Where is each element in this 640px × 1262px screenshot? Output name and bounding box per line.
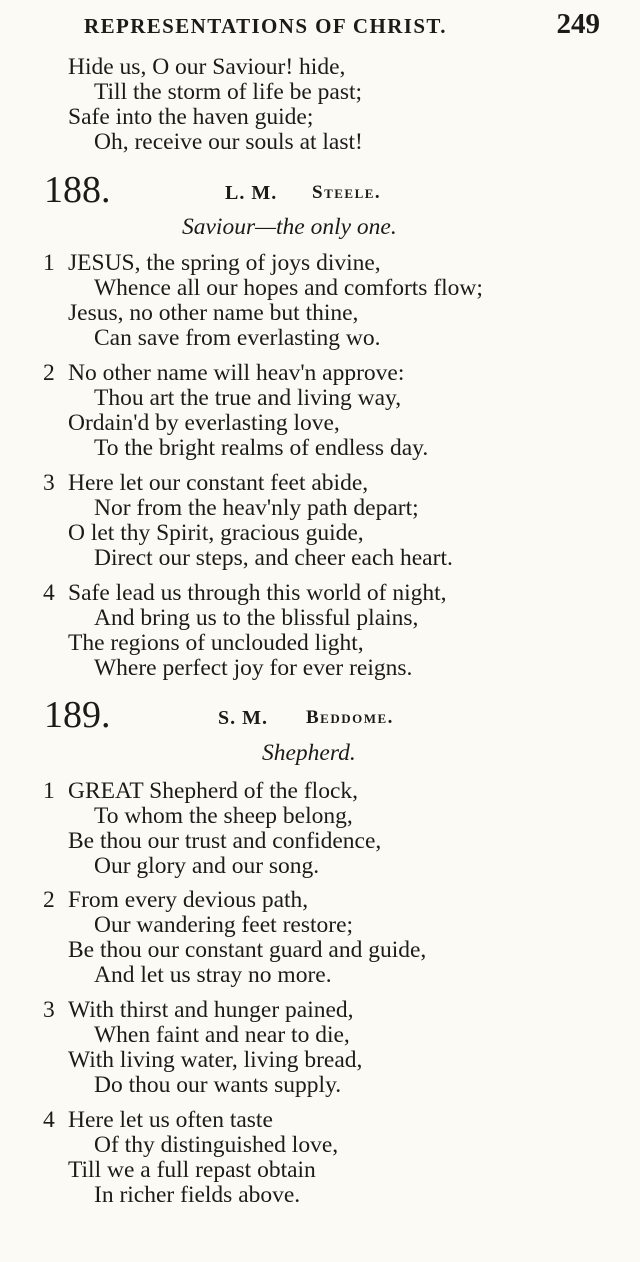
- verse-line: Ordain'd by everlasting love,: [68, 410, 340, 436]
- stanza-number: 2: [43, 360, 55, 386]
- hymn-subtitle: Shepherd.: [262, 740, 356, 766]
- hymn-author: Steele.: [312, 182, 382, 203]
- verse-line: When faint and near to die,: [94, 1022, 350, 1048]
- verse-line: In richer fields above.: [94, 1182, 301, 1208]
- stanza-number: 3: [43, 997, 55, 1023]
- verse-line: Thou art the true and living way,: [94, 385, 402, 411]
- verse-line: Here let our constant feet abide,: [68, 470, 369, 496]
- stanza-number: 1: [43, 250, 55, 276]
- stanza-number: 4: [43, 580, 55, 606]
- verse-line: Be thou our trust and confidence,: [68, 828, 382, 854]
- running-title: REPRESENTATIONS OF CHRIST.: [84, 14, 447, 38]
- verse-line: Be thou our constant guard and guide,: [68, 937, 427, 963]
- verse-line: Can save from everlasting wo.: [94, 325, 381, 351]
- verse-line: With living water, living bread,: [68, 1047, 363, 1073]
- hymn-number: 188.: [44, 169, 111, 211]
- stanza-number: 3: [43, 470, 55, 496]
- hymn-subtitle: Saviour—the only one.: [182, 214, 397, 240]
- verse-line: With thirst and hunger pained,: [68, 997, 354, 1023]
- verse-line: JESUS, the spring of joys divine,: [68, 250, 381, 276]
- verse-line: To whom the sheep belong,: [94, 803, 353, 829]
- verse-line: Safe into the haven guide;: [68, 104, 314, 130]
- verse-line: Oh, receive our souls at last!: [94, 129, 363, 155]
- verse-line: GREAT Shepherd of the flock,: [68, 778, 358, 804]
- hymn-author: Beddome.: [306, 707, 394, 728]
- verse-line: Do thou our wants supply.: [94, 1072, 342, 1098]
- verse-line: The regions of unclouded light,: [68, 630, 364, 656]
- hymn-number: 189.: [44, 694, 111, 736]
- verse-line: Nor from the heav'nly path depart;: [94, 495, 419, 521]
- verse-line: Till the storm of life be past;: [94, 79, 363, 105]
- verse-line: Of thy distinguished love,: [94, 1132, 339, 1158]
- verse-line: O let thy Spirit, gracious guide,: [68, 520, 364, 546]
- verse-line: Here let us often taste: [68, 1107, 273, 1133]
- hymn-meter: S. M.: [218, 707, 268, 729]
- verse-line: To the bright realms of endless day.: [94, 435, 429, 461]
- verse-line: Direct our steps, and cheer each heart.: [94, 545, 453, 571]
- verse-line: From every devious path,: [68, 887, 309, 913]
- verse-line: Till we a full repast obtain: [68, 1157, 316, 1183]
- page-number: 249: [556, 8, 600, 40]
- verse-line: Jesus, no other name but thine,: [68, 300, 359, 326]
- verse-line: Where perfect joy for ever reigns.: [94, 655, 413, 681]
- verse-line: No other name will heav'n approve:: [68, 360, 405, 386]
- verse-line: Safe lead us through this world of night,: [68, 580, 447, 606]
- stanza-number: 4: [43, 1107, 55, 1133]
- verse-line: And bring us to the blissful plains,: [94, 605, 419, 631]
- verse-line: Our wandering feet restore;: [94, 912, 354, 938]
- verse-line: Our glory and our song.: [94, 853, 320, 879]
- hymn-meter: L. M.: [225, 182, 278, 204]
- stanza-number: 2: [43, 887, 55, 913]
- verse-line: And let us stray no more.: [94, 962, 332, 988]
- verse-line: Whence all our hopes and comforts flow;: [94, 275, 483, 301]
- stanza-number: 1: [43, 778, 55, 804]
- running-header: [84, 8, 604, 44]
- verse-line: Hide us, O our Saviour! hide,: [68, 54, 346, 80]
